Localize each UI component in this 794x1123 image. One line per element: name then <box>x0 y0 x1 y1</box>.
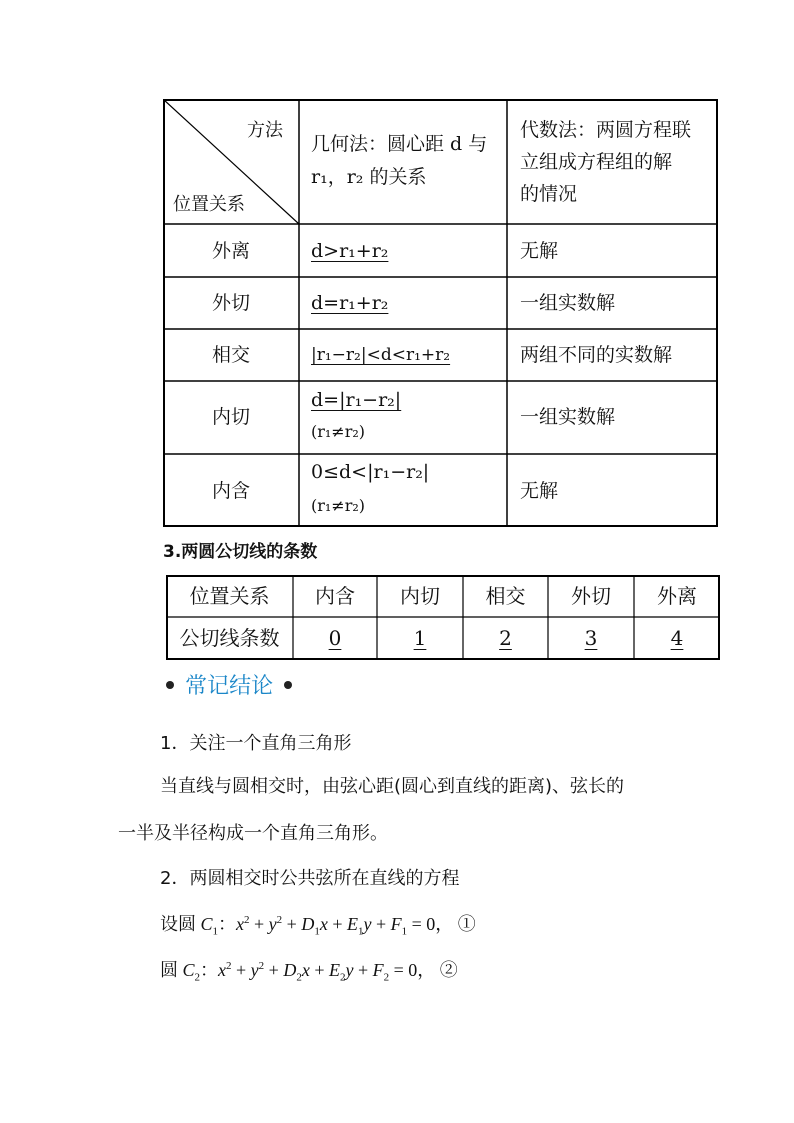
row-algebraic: 一组实数解 <box>520 406 616 428</box>
bullet-dot-icon <box>166 681 174 689</box>
column-relation: 内含 <box>315 584 355 608</box>
row-geometric: d>r₁+r₂ <box>311 240 389 262</box>
row-relation: 外切 <box>211 292 250 314</box>
row-algebraic: 无解 <box>520 480 559 502</box>
bullet-dot-icon <box>284 681 292 689</box>
column-count: 3 <box>584 626 598 650</box>
header-algebraic-2: 立组成方程组的解 <box>520 151 673 173</box>
column-relation: 相交 <box>485 584 526 608</box>
tangent-count-table <box>166 575 720 660</box>
eq1-formula: $C_1$：$x^2 + y^2 + D_1x + E_1y + F_1 = 0$， <box>200 914 454 938</box>
item2-title: 2．两圆相交时公共弦所在直线的方程 <box>160 868 460 889</box>
row-header: 位置关系 <box>189 584 270 608</box>
row-geometric-note: (r₁≠r₂) <box>311 496 366 515</box>
row-geometric: 0≤d<|r₁−r₂| <box>311 461 430 483</box>
header-geometric-2: r₁，r₂ 的关系 <box>311 166 427 188</box>
header-method: 方法 <box>247 120 283 141</box>
item1-body-1: 当直线与圆相交时，由弦心距(圆心到直线的距离)、弦长的 <box>160 776 625 797</box>
row-relation: 外离 <box>211 240 250 262</box>
row-algebraic: 无解 <box>520 240 559 262</box>
circle-relation-table <box>163 99 718 527</box>
section-title: 3.两圆公切线的条数 <box>163 542 318 562</box>
row-header: 公切线条数 <box>179 626 280 650</box>
eq2-formula: $C_2$：$x^2 + y^2 + D_2x + E_2y + F_2 = 0$， <box>182 960 436 984</box>
header-relation: 位置关系 <box>173 194 245 215</box>
banner-title: 常记结论 <box>185 674 274 699</box>
header-algebraic-1: 代数法：两圆方程联 <box>520 119 692 141</box>
row-algebraic: 两组不同的实数解 <box>520 344 673 366</box>
row-algebraic: 一组实数解 <box>520 292 616 314</box>
row-geometric-note: (r₁≠r₂) <box>311 422 366 441</box>
column-relation: 内切 <box>400 584 440 608</box>
column-count: 0 <box>328 626 342 650</box>
column-count: 4 <box>670 626 684 650</box>
eq1-prefix: 设圆 <box>160 914 196 935</box>
eq2-prefix: 圆 <box>160 960 178 981</box>
row-relation: 相交 <box>211 344 250 366</box>
eq1-marker: ① <box>457 914 476 934</box>
column-count: 1 <box>413 626 427 650</box>
row-geometric: |r₁−r₂|<d<r₁+r₂ <box>311 345 451 365</box>
item1-title: 1．关注一个直角三角形 <box>160 733 352 754</box>
header-algebraic-3: 的情况 <box>520 183 578 205</box>
row-relation: 内含 <box>211 480 250 502</box>
column-count: 2 <box>499 626 512 650</box>
row-relation: 内切 <box>211 406 250 428</box>
banner <box>166 669 292 703</box>
column-relation: 外离 <box>657 584 697 608</box>
row-geometric: d=|r₁−r₂| <box>311 389 402 411</box>
item1-body-2: 一半及半径构成一个直角三角形。 <box>118 823 388 844</box>
eq2-marker: ② <box>439 960 458 980</box>
equation-1 <box>160 910 476 938</box>
header-geometric-1: 几何法：圆心距 d 与 <box>311 133 488 155</box>
row-geometric: d=r₁+r₂ <box>311 292 389 314</box>
column-relation: 外切 <box>571 584 611 608</box>
equation-2 <box>160 956 458 984</box>
